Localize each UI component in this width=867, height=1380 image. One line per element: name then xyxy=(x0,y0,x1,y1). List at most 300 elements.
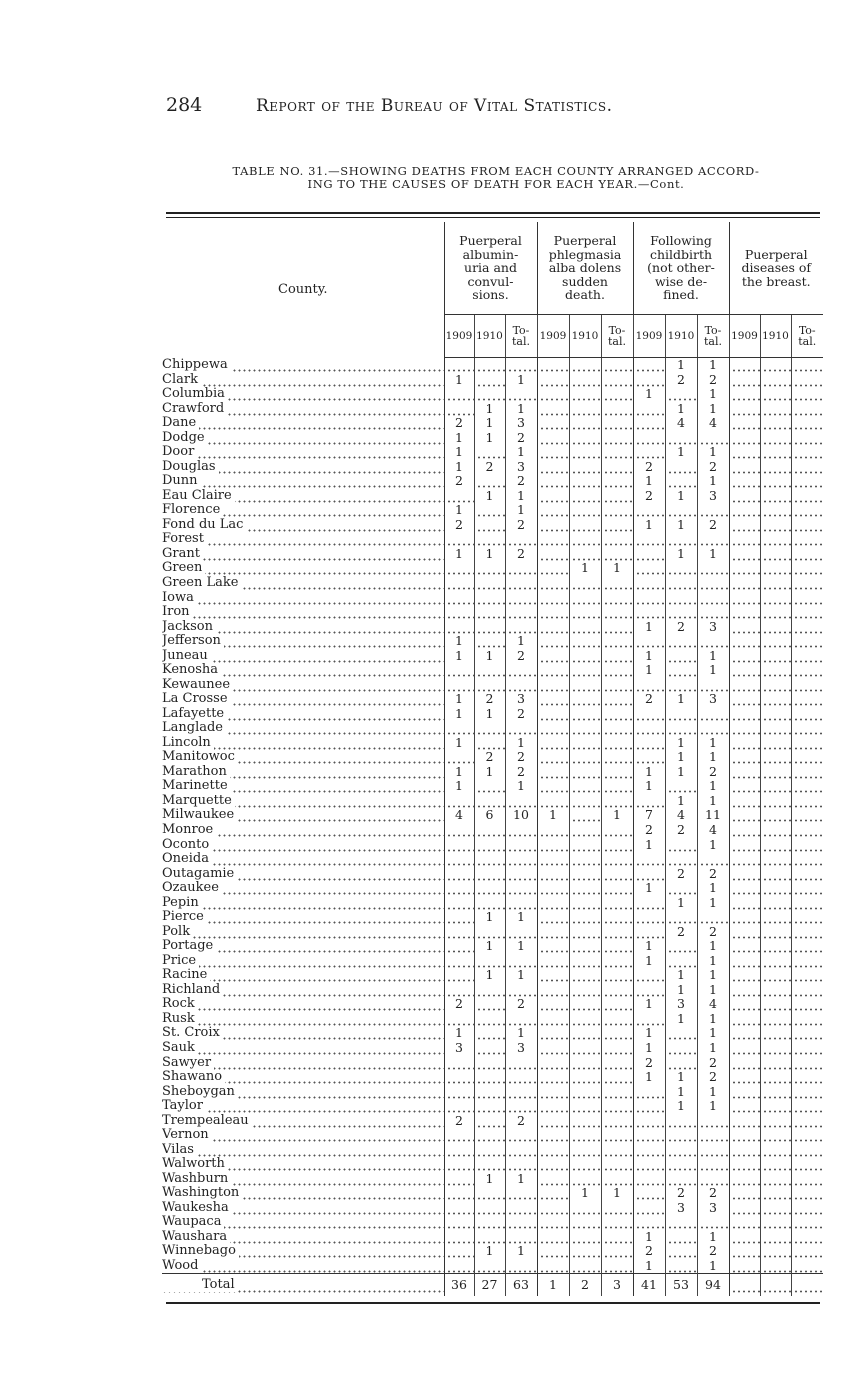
value-cell xyxy=(729,1215,760,1230)
value-cell: 1 xyxy=(474,939,505,954)
value-cell xyxy=(474,1143,505,1158)
value-cell xyxy=(474,1128,505,1143)
value-cell xyxy=(791,416,823,431)
value-cell xyxy=(633,678,665,693)
county-name: Lafayette xyxy=(162,707,227,721)
year-total xyxy=(601,315,633,358)
value-cell xyxy=(729,576,760,591)
value-cell xyxy=(665,881,697,896)
total-label-part: To- xyxy=(798,323,816,337)
group-header-line: Puerperal xyxy=(459,233,522,249)
value-cell xyxy=(791,678,823,693)
value-cell xyxy=(760,663,791,678)
county-name-cell xyxy=(162,750,444,765)
value-cell: 1 xyxy=(505,402,537,417)
value-cell xyxy=(791,1012,823,1027)
group-header-line: fined. xyxy=(663,287,699,303)
value-cell xyxy=(474,1201,505,1216)
table-row xyxy=(162,823,823,838)
value-cell xyxy=(601,489,633,504)
value-cell xyxy=(633,736,665,751)
value-cell xyxy=(505,925,537,940)
value-cell: 1 xyxy=(633,1259,665,1274)
value-cell: 2 xyxy=(633,460,665,475)
value-cell xyxy=(760,1026,791,1041)
county-name-cell xyxy=(162,358,444,373)
county-name: Green xyxy=(162,561,205,575)
value-cell xyxy=(569,1114,601,1129)
county-name: Iowa xyxy=(162,591,197,605)
table-row xyxy=(162,518,823,533)
table-row xyxy=(162,1259,823,1274)
value-cell xyxy=(791,1244,823,1259)
value-cell xyxy=(601,750,633,765)
value-cell: 1 xyxy=(601,1186,633,1201)
value-cell xyxy=(474,1041,505,1056)
county-name: Milwaukee xyxy=(162,808,237,822)
county-name: Manitowoc xyxy=(162,750,238,764)
value-cell xyxy=(569,779,601,794)
value-cell xyxy=(791,997,823,1012)
value-cell xyxy=(505,954,537,969)
value-cell xyxy=(729,1026,760,1041)
county-name-cell xyxy=(162,489,444,504)
bottom-rule xyxy=(166,1302,820,1304)
county-name: Marquette xyxy=(162,794,235,808)
value-cell xyxy=(601,1128,633,1143)
value-cell xyxy=(537,1099,569,1114)
value-cell xyxy=(537,1215,569,1230)
value-cell: 1 xyxy=(697,939,729,954)
value-cell xyxy=(760,387,791,402)
value-cell xyxy=(505,721,537,736)
value-cell: 1 xyxy=(665,794,697,809)
value-cell xyxy=(791,503,823,518)
value-cell xyxy=(729,1128,760,1143)
group-header-line: Following xyxy=(650,233,712,249)
value-cell: 3 xyxy=(444,1041,474,1056)
group-header-line: convul- xyxy=(467,273,514,289)
value-cell xyxy=(569,707,601,722)
value-cell xyxy=(791,1114,823,1129)
value-cell xyxy=(444,358,474,373)
county-name-cell xyxy=(162,1085,444,1100)
value-cell xyxy=(537,1056,569,1071)
county-name-cell xyxy=(162,838,444,853)
value-cell xyxy=(760,518,791,533)
value-cell xyxy=(729,489,760,504)
value-cell xyxy=(505,852,537,867)
value-cell xyxy=(537,1128,569,1143)
value-cell xyxy=(601,692,633,707)
value-cell xyxy=(665,1128,697,1143)
value-cell: 1 xyxy=(474,1244,505,1259)
value-cell xyxy=(665,474,697,489)
value-cell xyxy=(474,852,505,867)
value-cell xyxy=(760,1274,791,1297)
table-row xyxy=(162,634,823,649)
value-cell xyxy=(601,1056,633,1071)
value-cell xyxy=(537,1070,569,1085)
value-cell xyxy=(505,1056,537,1071)
value-cell xyxy=(537,997,569,1012)
value-cell xyxy=(760,547,791,562)
value-cell xyxy=(633,1201,665,1216)
value-cell: 1 xyxy=(697,1012,729,1027)
table-row xyxy=(162,881,823,896)
value-cell xyxy=(791,954,823,969)
value-cell xyxy=(444,1157,474,1172)
value-cell: 1 xyxy=(505,1026,537,1041)
county-name-cell xyxy=(162,373,444,388)
value-cell: 1 xyxy=(601,561,633,576)
value-cell: 1 xyxy=(697,445,729,460)
value-cell: 4 xyxy=(697,823,729,838)
value-cell: 1 xyxy=(633,939,665,954)
value-cell xyxy=(791,823,823,838)
county-name-cell xyxy=(162,1026,444,1041)
table-row xyxy=(162,489,823,504)
county-name: Sheboygan xyxy=(162,1085,238,1099)
value-cell xyxy=(537,576,569,591)
value-cell xyxy=(760,838,791,853)
value-cell xyxy=(760,634,791,649)
county-name: Grant xyxy=(162,547,203,561)
value-cell xyxy=(444,663,474,678)
value-cell xyxy=(601,576,633,591)
value-cell xyxy=(791,532,823,547)
value-cell: 2 xyxy=(697,867,729,882)
value-cell: 1 xyxy=(633,518,665,533)
value-cell xyxy=(729,954,760,969)
value-cell: 2 xyxy=(665,373,697,388)
value-cell xyxy=(729,532,760,547)
table-row xyxy=(162,532,823,547)
value-cell: 1 xyxy=(697,896,729,911)
value-cell: 3 xyxy=(697,489,729,504)
caption-line: ING TO THE CAUSES OF DEATH FOR EACH YEAR.—Cont. xyxy=(307,177,685,191)
total-label-part: To- xyxy=(512,323,530,337)
value-cell xyxy=(760,707,791,722)
value-cell xyxy=(444,1143,474,1158)
county-name: Oconto xyxy=(162,838,212,852)
table-row xyxy=(162,547,823,562)
value-cell xyxy=(697,561,729,576)
group-header-line: alba dolens xyxy=(548,260,622,276)
value-cell xyxy=(760,968,791,983)
value-cell xyxy=(569,387,601,402)
value-cell xyxy=(444,939,474,954)
value-cell xyxy=(474,881,505,896)
table-row xyxy=(162,1186,823,1201)
value-cell: 1 xyxy=(444,692,474,707)
value-cell: 3 xyxy=(505,1041,537,1056)
value-cell: 1 xyxy=(697,402,729,417)
value-cell xyxy=(760,416,791,431)
value-cell xyxy=(729,1070,760,1085)
year-1910: 1910 xyxy=(760,315,791,358)
county-name: Door xyxy=(162,445,197,459)
table-row xyxy=(162,1201,823,1216)
value-cell xyxy=(665,605,697,620)
value-cell: 1 xyxy=(444,431,474,446)
value-cell xyxy=(760,402,791,417)
table-row xyxy=(162,736,823,751)
value-cell: 2 xyxy=(633,692,665,707)
county-name: Juneau xyxy=(162,649,211,663)
value-cell: 1 xyxy=(633,881,665,896)
value-cell xyxy=(444,910,474,925)
value-cell: 1 xyxy=(665,1012,697,1027)
value-cell xyxy=(729,1114,760,1129)
county-name: Columbia xyxy=(162,387,228,401)
table-row xyxy=(162,1070,823,1085)
value-cell xyxy=(601,1259,633,1274)
value-cell xyxy=(569,1143,601,1158)
value-cell xyxy=(601,1012,633,1027)
group-header-line: the breast. xyxy=(741,273,811,289)
county-name: Lincoln xyxy=(162,736,214,750)
group-header-breast xyxy=(729,222,823,315)
table-row xyxy=(162,474,823,489)
value-cell xyxy=(760,910,791,925)
value-cell xyxy=(601,1244,633,1259)
value-cell xyxy=(444,678,474,693)
value-cell xyxy=(444,402,474,417)
value-cell xyxy=(729,779,760,794)
value-cell xyxy=(569,489,601,504)
value-cell xyxy=(537,503,569,518)
county-name: Forest xyxy=(162,532,207,546)
value-cell xyxy=(537,896,569,911)
county-name-cell xyxy=(162,445,444,460)
value-cell: 3 xyxy=(665,997,697,1012)
value-cell xyxy=(474,1085,505,1100)
total-row xyxy=(162,1274,823,1297)
value-cell xyxy=(665,910,697,925)
county-name: Crawford xyxy=(162,402,227,416)
value-cell xyxy=(505,1201,537,1216)
value-cell xyxy=(601,867,633,882)
value-cell xyxy=(760,750,791,765)
value-cell: 2 xyxy=(633,489,665,504)
value-cell xyxy=(537,1143,569,1158)
value-cell: 1 xyxy=(665,489,697,504)
value-cell xyxy=(760,954,791,969)
group-header-line: (not other- xyxy=(647,260,715,276)
value-cell xyxy=(444,867,474,882)
value-cell xyxy=(537,983,569,998)
value-cell xyxy=(601,707,633,722)
value-cell xyxy=(537,779,569,794)
value-cell: 1 xyxy=(633,1041,665,1056)
value-cell: 1 xyxy=(665,358,697,373)
county-heading: County. xyxy=(162,222,444,358)
value-cell xyxy=(760,736,791,751)
value-cell xyxy=(601,649,633,664)
county-name: Richland xyxy=(162,983,223,997)
value-cell xyxy=(474,997,505,1012)
county-name: Marinette xyxy=(162,779,231,793)
value-cell xyxy=(569,358,601,373)
value-cell xyxy=(474,867,505,882)
value-cell xyxy=(729,925,760,940)
value-cell xyxy=(633,373,665,388)
value-cell xyxy=(569,925,601,940)
value-cell xyxy=(569,838,601,853)
value-cell xyxy=(760,445,791,460)
value-cell xyxy=(474,1114,505,1129)
table-row xyxy=(162,1143,823,1158)
value-cell: 1 xyxy=(633,954,665,969)
value-cell xyxy=(791,1070,823,1085)
county-name-cell xyxy=(162,634,444,649)
value-cell xyxy=(569,1041,601,1056)
value-cell xyxy=(444,1056,474,1071)
county-name-cell xyxy=(162,591,444,606)
value-cell xyxy=(729,1099,760,1114)
value-cell: 1 xyxy=(505,968,537,983)
value-cell xyxy=(505,532,537,547)
value-cell xyxy=(505,605,537,620)
value-cell: 1 xyxy=(697,736,729,751)
value-cell xyxy=(729,852,760,867)
value-cell xyxy=(444,1070,474,1085)
value-cell xyxy=(505,663,537,678)
value-cell xyxy=(665,1114,697,1129)
value-cell xyxy=(633,503,665,518)
value-cell xyxy=(505,591,537,606)
value-cell xyxy=(791,968,823,983)
value-cell xyxy=(760,997,791,1012)
value-cell xyxy=(569,1244,601,1259)
value-cell xyxy=(474,1230,505,1245)
value-cell xyxy=(665,561,697,576)
year-1909: 1909 xyxy=(537,315,569,358)
table-row xyxy=(162,445,823,460)
value-cell: 1 xyxy=(697,649,729,664)
table-row xyxy=(162,416,823,431)
total-label-part: tal. xyxy=(704,334,722,348)
table-row xyxy=(162,939,823,954)
value-cell xyxy=(729,373,760,388)
value-cell xyxy=(505,1157,537,1172)
county-name-cell xyxy=(162,1041,444,1056)
value-cell xyxy=(537,1026,569,1041)
value-cell xyxy=(697,591,729,606)
county-name-cell xyxy=(162,692,444,707)
value-cell: 36 xyxy=(444,1274,474,1297)
value-cell xyxy=(760,1099,791,1114)
value-cell: 1 xyxy=(633,1230,665,1245)
value-cell: 2 xyxy=(697,765,729,780)
table-row xyxy=(162,1056,823,1071)
value-cell: 1 xyxy=(444,634,474,649)
county-name-cell xyxy=(162,736,444,751)
value-cell xyxy=(791,649,823,664)
value-cell xyxy=(760,1172,791,1187)
table-row xyxy=(162,561,823,576)
value-cell xyxy=(665,838,697,853)
deaths-table xyxy=(162,222,823,1296)
table-row xyxy=(162,576,823,591)
value-cell: 1 xyxy=(474,649,505,664)
value-cell: 2 xyxy=(505,649,537,664)
county-name: Dunn xyxy=(162,474,201,488)
value-cell xyxy=(633,1085,665,1100)
value-cell: 53 xyxy=(665,1274,697,1297)
value-cell xyxy=(665,1041,697,1056)
table-row xyxy=(162,1172,823,1187)
value-cell xyxy=(601,1041,633,1056)
table-row xyxy=(162,838,823,853)
value-cell: 1 xyxy=(697,547,729,562)
value-cell: 1 xyxy=(697,968,729,983)
value-cell xyxy=(760,1056,791,1071)
running-title: Report of the Bureau of Vital Statistics. xyxy=(256,96,613,116)
value-cell xyxy=(474,1186,505,1201)
value-cell xyxy=(601,503,633,518)
value-cell xyxy=(760,1085,791,1100)
value-cell xyxy=(665,591,697,606)
value-cell xyxy=(537,663,569,678)
county-name-cell xyxy=(162,808,444,823)
value-cell xyxy=(537,910,569,925)
value-cell xyxy=(791,779,823,794)
value-cell xyxy=(474,721,505,736)
value-cell xyxy=(791,591,823,606)
value-cell xyxy=(729,750,760,765)
value-cell: 1 xyxy=(444,460,474,475)
value-cell xyxy=(569,939,601,954)
table-row xyxy=(162,968,823,983)
value-cell xyxy=(665,721,697,736)
group-header-line: wise de- xyxy=(654,273,708,289)
county-name-cell xyxy=(162,867,444,882)
county-name-cell xyxy=(162,852,444,867)
table-row xyxy=(162,1012,823,1027)
county-name: Pepin xyxy=(162,896,202,910)
value-cell: 1 xyxy=(444,445,474,460)
value-cell xyxy=(729,1259,760,1274)
value-cell xyxy=(569,1259,601,1274)
table-row xyxy=(162,896,823,911)
value-cell xyxy=(537,1114,569,1129)
value-cell xyxy=(601,634,633,649)
value-cell xyxy=(537,707,569,722)
value-cell: 2 xyxy=(697,1056,729,1071)
county-name-cell xyxy=(162,968,444,983)
value-cell xyxy=(444,1099,474,1114)
value-cell xyxy=(665,939,697,954)
value-cell xyxy=(760,721,791,736)
county-name-cell xyxy=(162,1070,444,1085)
value-cell xyxy=(601,881,633,896)
value-cell: 1 xyxy=(633,649,665,664)
value-cell xyxy=(537,358,569,373)
value-cell xyxy=(444,1215,474,1230)
value-cell xyxy=(444,838,474,853)
value-cell: 2 xyxy=(665,620,697,635)
value-cell xyxy=(537,373,569,388)
value-cell xyxy=(601,983,633,998)
value-cell xyxy=(474,925,505,940)
value-cell xyxy=(729,997,760,1012)
value-cell xyxy=(729,736,760,751)
value-cell xyxy=(537,489,569,504)
value-cell xyxy=(760,881,791,896)
table-row xyxy=(162,431,823,446)
